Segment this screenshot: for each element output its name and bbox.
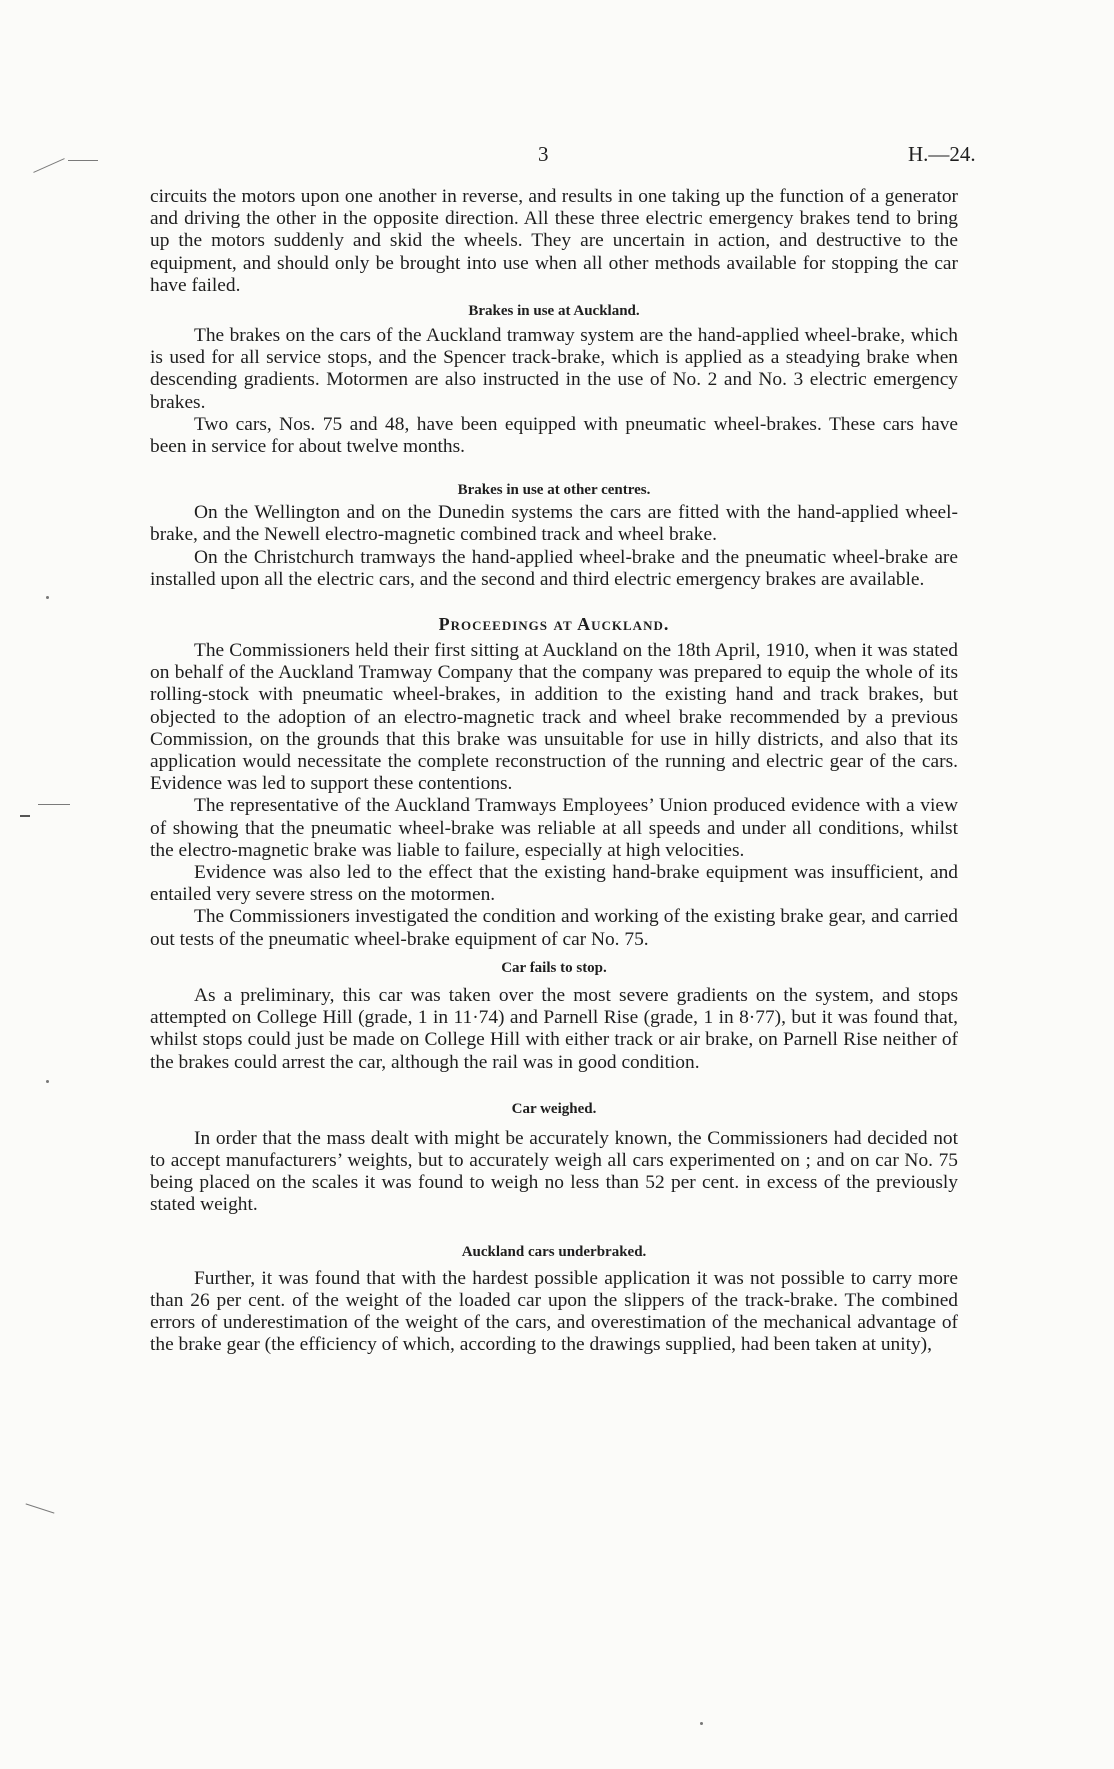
section-heading: Auckland cars underbraked. [461,1243,647,1260]
margin-pencil-mark [68,160,98,161]
page-number: 3 [538,142,549,166]
paragraph: Two cars, Nos. 75 and 48, have been equipped with pneumatic wheel-brakes. These cars have been in service for about twelve months. [150,413,958,458]
paragraph: On the Christchurch tramways the hand-applied wheel-brake and the pneumatic wheel-brake are installed upon all the electric cars, and the second and third electric emergency brakes are available. [150,546,958,590]
margin-speck [46,596,49,599]
section-heading: Brakes in use at other centres. [457,482,651,499]
paragraph: As a preliminary, this car was taken over the most severe gradients on the system, and stops attempted on College Hill (grade, 1 in 11·74) and Parnell Rise (grade, 1 in 8·77), but it was found that, whilst stops could just be made on College Hill with either track or air brake, on Parnell Rise neither of the brakes could arrest the car, although the rail was in good condition. [150,984,958,1073]
paragraph: In order that the mass dealt with might be accurately known, the Commissioners had decided not to accept manufacturers’ weights, but to accurately weigh all cars experimented on ; and on car No. 75 being placed on the scales it was found to weigh no less than 52 per cent. in excess of the previously stated weight. [150,1127,958,1216]
paragraph: On the Wellington and on the Dunedin systems the cars are fitted with the hand-applied wheel-brake, and the Newell electro-magnetic combined track and wheel brake. [150,502,958,546]
paragraph: Evidence was also led to the effect that the existing hand-brake equipment was insufficient, and entailed very severe stress on the motormen. [150,862,958,906]
paragraph: circuits the motors upon one another in reverse, and results in one taking up the function of a generator and driving the other in the opposite direction. All these three electric emergency brakes tend to bring up the motors suddenly and skid the wheels. They are uncertain in action, and destructive to the equipment, and should only be brought into use when all other methods available for stopping the car have failed. [150,186,958,296]
report-body [150,186,958,1356]
margin-speck [700,1722,703,1725]
paragraph: The representative of the Auckland Tramways Employees’ Union produced evidence with a view of showing that the pneumatic wheel-brake was reliable at all speeds and under all conditions, whilst the electro-magnetic brake was liable to failure, especially at high velocities. [150,795,958,861]
margin-pencil-mark [20,815,30,817]
section-heading: Brakes in use at Auckland. [468,303,640,320]
paragraph: The Commissioners held their first sitting at Auckland on the 18th April, 1910, when it was stated on behalf of the Auckland Tramway Company that the company was prepared to equip the whole of its rolling-stock with pneumatic wheel-brakes, in addition to the existing hand and track brakes, but objected to the adoption of an electro-magnetic track and wheel brake recommended by a previous Commission, on the grounds that this brake was unsuitable for use in hilly districts, and also that its application would necessitate the complete reconstruction of the running and electric gear of the cars. Evidence was led to support these contentions. [150,640,958,795]
margin-pencil-mark [33,158,64,173]
document-reference: H.—24. [908,142,976,166]
margin-pencil-mark [38,804,70,805]
paragraph: Further, it was found that with the hardest possible application it was not possible to carry more than 26 per cent. of the weight of the loaded car upon the slippers of the track-brake. The combined errors of underestimation of the weight of the cars, and overestimation of the mechanical advantage of the brake gear (the efficiency of which, according to the drawings supplied, had been taken at unity), [150,1267,958,1356]
section-heading: Proceedings at Auckland. [438,614,670,635]
margin-speck [46,1080,49,1083]
section-heading: Car fails to stop. [501,959,607,976]
section-heading: Car weighed. [511,1100,597,1117]
paragraph: The Commissioners investigated the condition and working of the existing brake gear, and carried out tests of the pneumatic wheel-brake equipment of car No. 75. [150,906,958,950]
paragraph: The brakes on the cars of the Auckland tramway system are the hand-applied wheel-brake, which is used for all service stops, and the Spencer track-brake, which is applied as a steadying brake when descending gradients. Motormen are also instructed in the use of No. 2 and No. 3 electric emergency brakes. [150,325,958,413]
margin-pencil-mark [26,1503,55,1513]
